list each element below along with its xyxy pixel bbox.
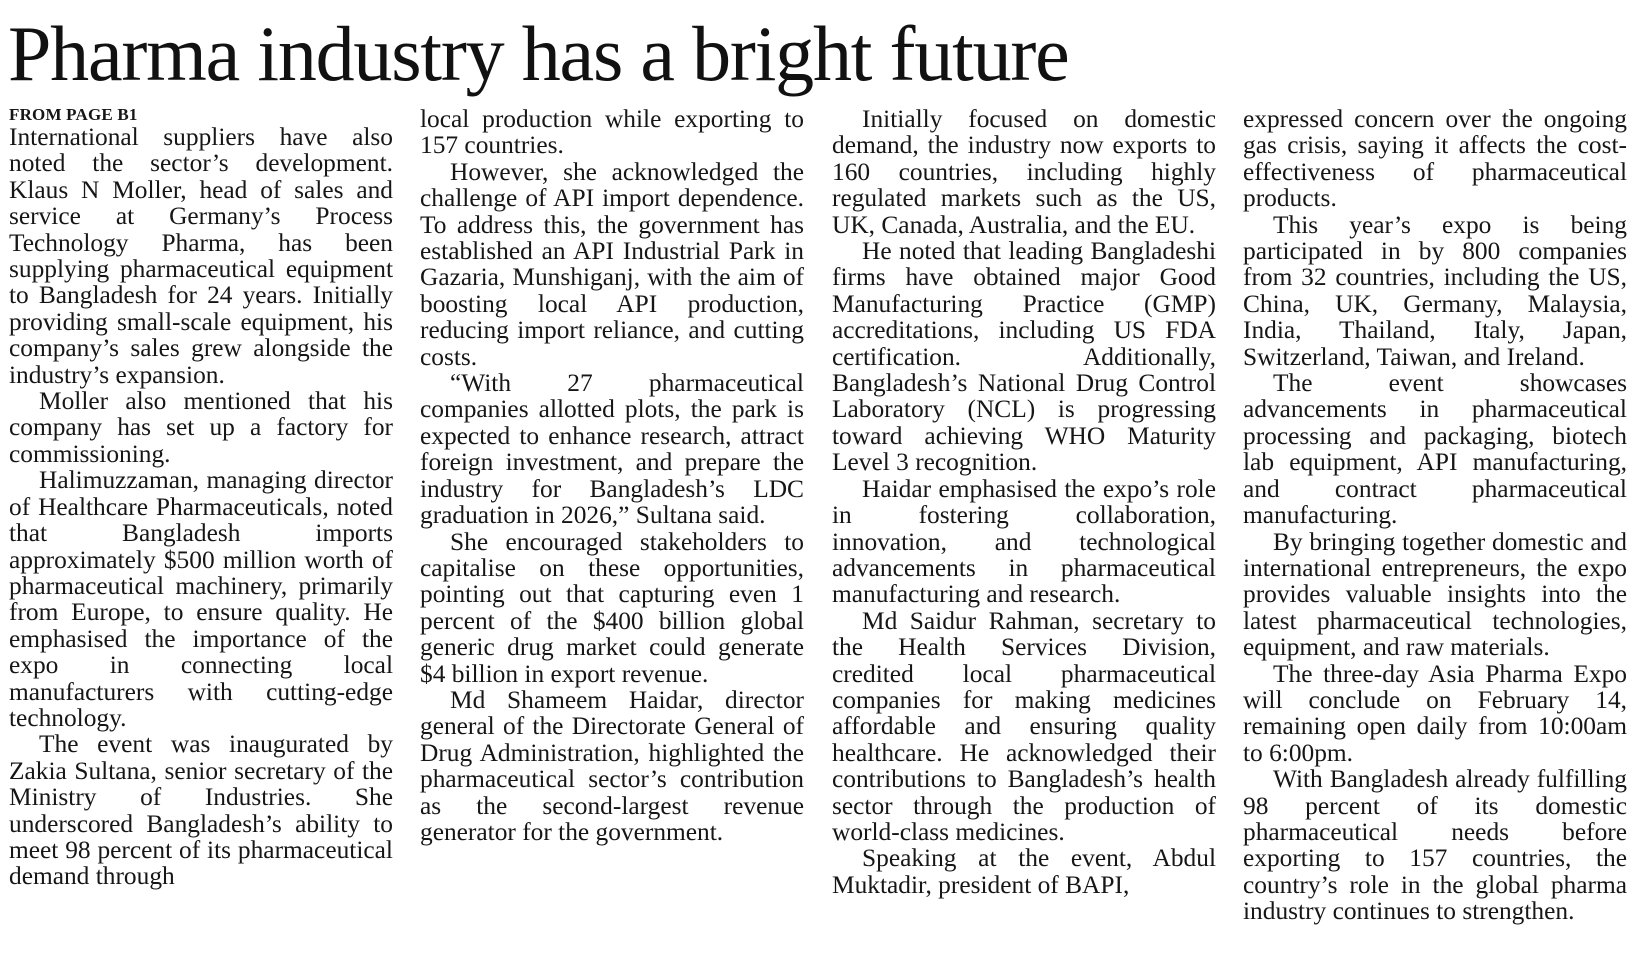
paragraph: The event showcases advancements in pharmaceutical processing and packaging, biotech lab equipment, API manufacturing, and contract pharmaceutical manufacturing. <box>1243 369 1627 530</box>
paragraph: With Bangladesh already fulfilling 98 percent of its domestic pharmaceutical needs before exporting to 157 countries, the country’s role in the global pharma industry continues to strengthen. <box>1243 765 1627 926</box>
paragraph: Moller also mentioned that his company has set up a factory for commissioning. <box>9 387 393 468</box>
paragraph: However, she acknowledged the challenge of API import dependence. To address this, the government has established an API Industrial Park in Gazaria, Munshiganj, with the aim of boosting local API production, reducing import reliance, and cutting costs. <box>420 157 804 371</box>
paragraph: Halimuzzaman, managing director of Healthcare Pharmaceuticals, noted that Bangladesh imports approximately $500 million worth of pharmaceutical machinery, primarily from Europe, to ensure quality. He emphasised the importance of the expo in connecting local manufacturers with cutting-edge technology. <box>9 466 393 732</box>
paragraph: The event was inaugurated by Zakia Sultana, senior secretary of the Ministry of Industries. She underscored Bangladesh’s ability to meet 98 percent of its pharmaceutical demand through <box>9 730 393 891</box>
paragraph: International suppliers have also noted the sector’s development. Klaus N Moller, head of sales and service at Germany’s Process Technology Pharma, has been supplying pharmaceutical equipment to Bangladesh for 24 years. Initially providing small-scale equipment, his company’s sales grew alongside the industry’s expansion. <box>9 123 393 389</box>
article-column-4 <box>1243 106 1627 925</box>
continuation-kicker: FROM PAGE B1 <box>9 105 138 124</box>
paragraph: Speaking at the event, Abdul Muktadir, president of BAPI, <box>832 844 1216 899</box>
paragraph: The three-day Asia Pharma Expo will conclude on February 14, remaining open daily from 10:00am to 6:00pm. <box>1243 659 1627 767</box>
paragraph: expressed concern over the ongoing gas crisis, saying it affects the cost-effectiveness of pharmaceutical products. <box>1243 105 1627 213</box>
paragraph: She encouraged stakeholders to capitalise on these opportunities, pointing out that capturing even 1 percent of the $400 billion global generic drug market could generate $4 billion in export revenue. <box>420 527 804 688</box>
paragraph: Haidar emphasised the expo’s role in fostering collaboration, innovation, and technological advancements in pharmaceutical manufacturing and research. <box>832 474 1216 609</box>
paragraph: Md Saidur Rahman, secretary to the Health Services Division, credited local pharmaceutical companies for making medicines affordable and ensuring quality healthcare. He acknowledged their contributions to Bangladesh’s health sector through the production of world-class medicines. <box>832 606 1216 846</box>
paragraph: local production while exporting to 157 countries. <box>420 105 804 160</box>
paragraph: By bringing together domestic and international entrepreneurs, the expo provides valuable insights into the latest pharmaceutical technologies, equipment, and raw materials. <box>1243 527 1627 662</box>
paragraph: He noted that leading Bangladeshi firms have obtained major Good Manufacturing Practice (GMP) accreditations, including US FDA certification. Additionally, Bangladesh’s National Drug Control Laboratory (NCL) is progressing toward achieving WHO Maturity Level 3 recognition. <box>832 237 1216 477</box>
paragraph: Md Shameem Haidar, director general of the Directorate General of Drug Administration, highlighted the pharmaceutical sector’s contribution as the second-largest revenue generator for the government. <box>420 685 804 846</box>
paragraph: Initially focused on domestic demand, the industry now exports to 160 countries, including highly regulated markets such as the US, UK, Canada, Australia, and the EU. <box>832 105 1216 239</box>
article-column-2 <box>420 106 804 845</box>
article-column-1 <box>9 106 393 890</box>
article-headline: Pharma industry has a bright future <box>8 10 1069 97</box>
paragraph: “With 27 pharmaceutical companies allotted plots, the park is expected to enhance research, attract foreign investment, and prepare the industry for Bangladesh’s LDC graduation in 2026,” Sultana said. <box>420 369 804 530</box>
paragraph: This year’s expo is being participated in by 800 companies from 32 countries, including the US, China, UK, Germany, Malaysia, India, Thailand, Italy, Japan, Switzerland, Taiwan, and Ireland. <box>1243 210 1627 371</box>
article-column-3 <box>832 106 1216 898</box>
